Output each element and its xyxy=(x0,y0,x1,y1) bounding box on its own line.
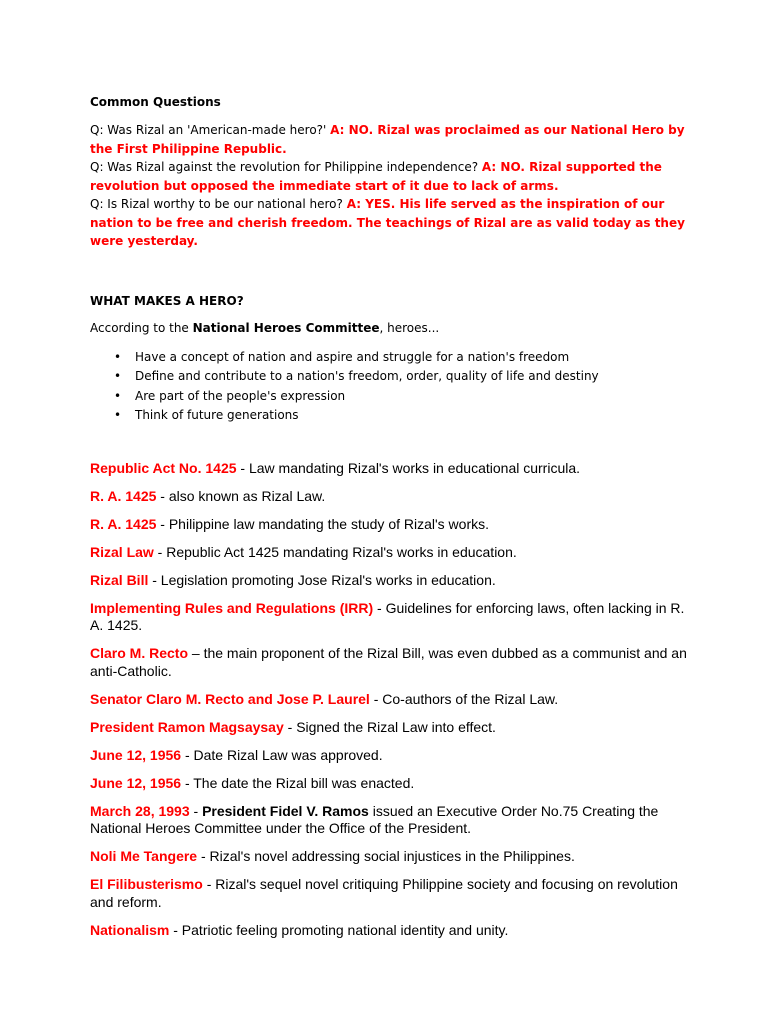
document-page xyxy=(90,94,690,950)
question-2: Q: Was Rizal against the revolution for Philippine independence? xyxy=(90,160,482,174)
definitions-list xyxy=(90,460,690,940)
definition-item: Senator Claro M. Recto and Jose P. Laurel - Co-authors of the Rizal Law. xyxy=(90,690,559,707)
definition-item: R. A. 1425 - Philippine law mandating the study of Rizal's works. xyxy=(90,515,490,532)
common-questions-heading: Common Questions xyxy=(90,95,221,109)
qa-block xyxy=(90,121,690,251)
list-item: • Define and contribute to a nation's freedom, order, quality of life and destiny xyxy=(90,367,690,387)
definition-item: R. A. 1425 - also known as Rizal Law. xyxy=(90,487,326,504)
list-item: • Have a concept of nation and aspire and struggle for a nation's freedom xyxy=(90,348,690,368)
definition-item: Implementing Rules and Regulations (IRR) - Guidelines for enforcing laws, often lacking in R. A. 1425. xyxy=(90,599,685,633)
definition-item: Republic Act No. 1425 - Law mandating Rizal's works in educational curricula. xyxy=(90,459,581,476)
list-item: • Think of future generations xyxy=(90,406,690,426)
definition-item: Claro M. Recto – the main proponent of the Rizal Bill, was even dubbed as a communist and an anti-Catholic. xyxy=(90,645,687,679)
definition-item: Rizal Bill - Legislation promoting Jose Rizal's works in education. xyxy=(90,571,496,588)
question-3: Q: Is Rizal worthy to be our national hero? xyxy=(90,197,347,211)
what-makes-a-hero-heading: WHAT MAKES A HERO? xyxy=(90,293,244,308)
definition-item: Noli Me Tangere - Rizal's novel addressing social injustices in the Philippines. xyxy=(90,848,575,864)
definition-item: Nationalism - Patriotic feeling promoting national identity and unity. xyxy=(90,921,509,938)
hero-criteria-list xyxy=(90,348,690,426)
question-1: Q: Was Rizal an 'American-made hero?' xyxy=(90,123,331,137)
answer-1: A: NO. Rizal was proclaimed as our National Hero by the First Philippine Republic. xyxy=(90,123,685,156)
definition-item: President Ramon Magsaysay - Signed the Rizal Law into effect. xyxy=(90,718,496,735)
committee-name: National Heroes Committee xyxy=(192,320,380,335)
definition-item: El Filibusterismo - Rizal's sequel novel critiquing Philippine society and focusing on revolution and reform. xyxy=(90,876,678,910)
definition-item: March 28, 1993 - President Fidel V. Ramos issued an Executive Order No.75 Creating the National Heroes Committee under the Office of the President. xyxy=(90,802,659,836)
list-item: • Are part of the people's expression xyxy=(90,387,690,407)
definition-item: June 12, 1956 - Date Rizal Law was approved. xyxy=(90,746,383,763)
hero-intro: According to the National Heroes Committee, heroes... xyxy=(90,320,440,335)
answer-2: A: NO. Rizal supported the revolution but opposed the immediate start of it due to lack of arms. xyxy=(90,160,662,193)
definition-item: Rizal Law - Republic Act 1425 mandating Rizal's works in education. xyxy=(90,543,517,560)
answer-3: A: YES. His life served as the inspiration of our nation to be free and cherish freedom. The teachings of Rizal are as valid today as they were yesterday. xyxy=(90,197,685,248)
definition-item: June 12, 1956 - The date the Rizal bill was enacted. xyxy=(90,774,415,791)
